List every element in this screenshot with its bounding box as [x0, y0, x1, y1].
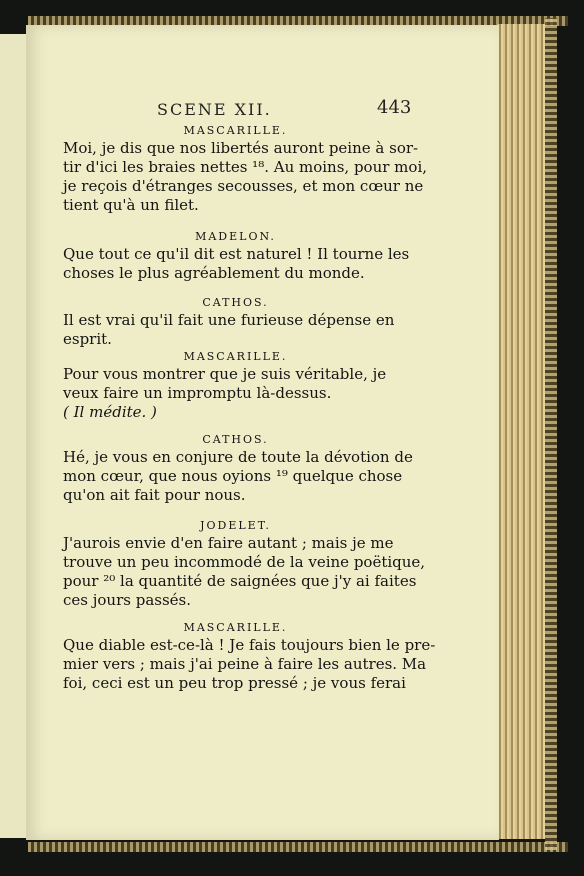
speech-line: Hé, je vous en conjure de toute la dévotion de [63, 448, 413, 466]
speech-line: Pour vous montrer que je suis véritable, je [63, 365, 387, 383]
page-edges [496, 24, 545, 839]
speech-line: je reçois d'étranges secousses, et mon cœur ne [63, 177, 424, 195]
speech-block [63, 619, 436, 693]
speech [63, 365, 408, 422]
speech-line: foi, ceci est un peu trop pressé ; je vous ferai [63, 674, 406, 692]
speaker-name: CATHOS. [202, 433, 269, 446]
speech-line: qu'on ait fait pour nous. [63, 486, 246, 504]
left-page-edge [0, 34, 27, 838]
speech-line: esprit. [63, 330, 112, 348]
speech-line: Moi, je dis que nos libertés auront peine à sor- [63, 139, 419, 157]
page-number: 443 [377, 97, 412, 118]
speech-line: tir d'ici les braies nettes ¹⁸. Au moins, pour moi, [63, 158, 428, 176]
speech [63, 636, 436, 693]
speech-line: trouve un peu incommodé de la veine poëtique, [63, 553, 426, 571]
speech-block [63, 122, 428, 215]
speech-block [63, 517, 426, 610]
speech-line: veux faire un impromptu là-dessus. [63, 384, 332, 402]
speech-line: pour ²⁰ la quantité de saignées que j'y ai faites [63, 572, 417, 590]
speech-block [63, 228, 408, 283]
speech-line: Que diable est-ce-là ! Je fais toujours bien le pre- [63, 636, 436, 654]
bottom-gilt-border [28, 842, 568, 852]
speaker-name: MASCARILLE. [183, 350, 288, 363]
book-page [26, 25, 499, 840]
speech-block [63, 431, 413, 505]
speech [63, 534, 426, 610]
speech [63, 448, 413, 505]
speech-line: J'aurois envie d'en faire autant ; mais je me [63, 534, 394, 552]
speech-line: Il est vrai qu'il fait une furieuse dépense en [63, 311, 395, 329]
speaker-name: JODELET. [200, 519, 271, 532]
speaker-name: CATHOS. [202, 296, 269, 309]
speaker-name: MADELON. [195, 230, 276, 243]
speech-line: ces jours passés. [63, 591, 192, 609]
speech-block [63, 294, 408, 349]
speech-line: tient qu'à un filet. [63, 196, 199, 214]
speech-line: Que tout ce qu'il dit est naturel ! Il tourne les [63, 245, 410, 263]
speech-block [63, 348, 408, 422]
speech-line: mier vers ; mais j'ai peine à faire les autres. Ma [63, 655, 427, 673]
speech [63, 245, 408, 283]
stage-direction: ( Il médite. ) [63, 403, 157, 421]
speech-line: choses le plus agréablement du monde. [63, 264, 365, 282]
speaker-name: MASCARILLE. [183, 621, 288, 634]
speech-line: mon cœur, que nous oyions ¹⁹ quelque chose [63, 467, 403, 485]
running-title: SCENE XII. [157, 100, 272, 119]
speech [63, 311, 408, 349]
speech [63, 139, 428, 215]
right-gilt-border [545, 18, 557, 850]
speaker-name: MASCARILLE. [183, 124, 288, 137]
